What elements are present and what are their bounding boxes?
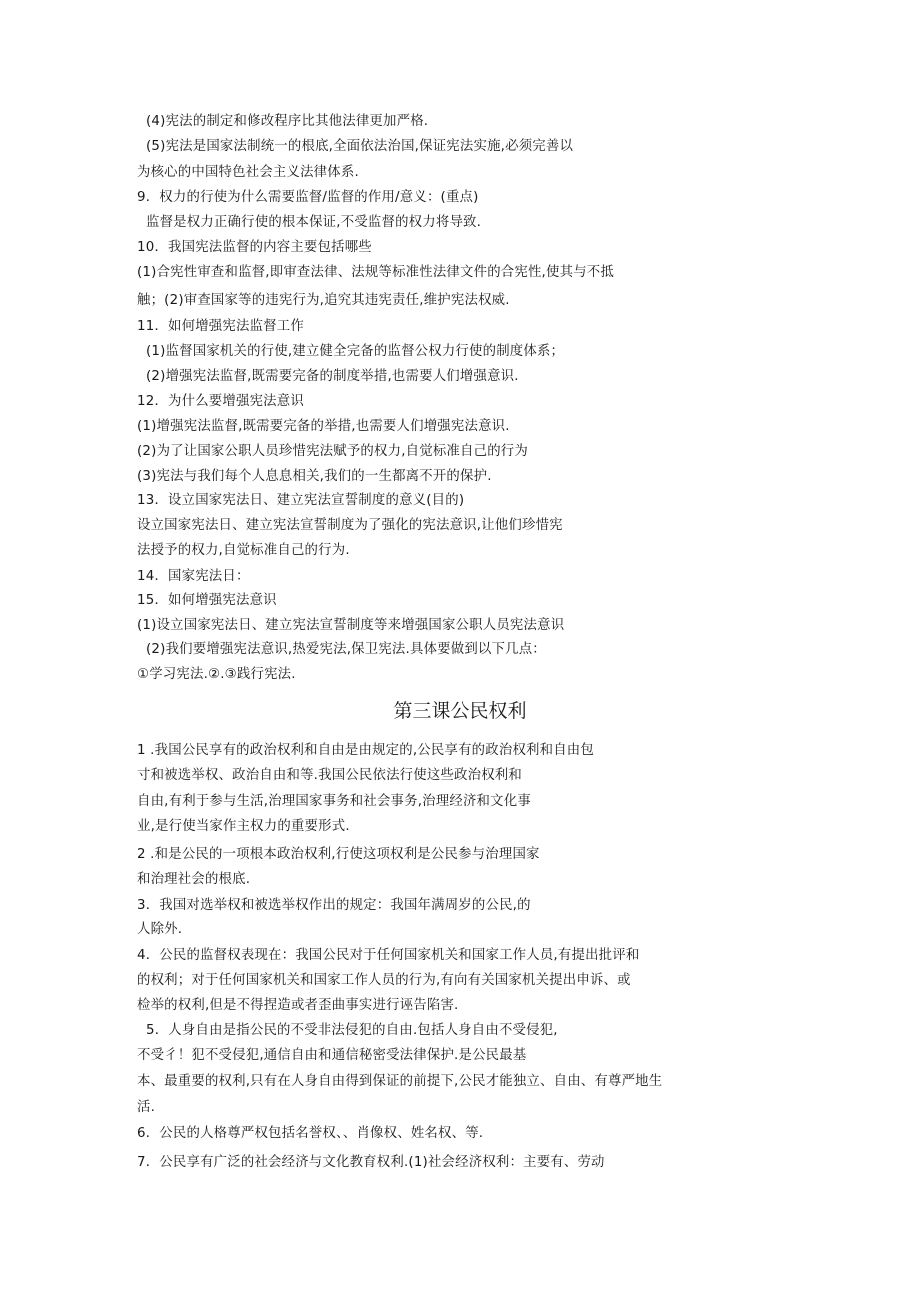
text-line: (3)宪法与我们每个人息息相关,我们的一生都离不开的保护. (137, 469, 492, 484)
text-line: 监督是权力正确行使的根本保证,不受监督的权力将导致. (146, 215, 482, 230)
question-heading: 9．权力的行使为什么需要监督/监督的作用/意义：(重点) (137, 190, 479, 205)
text-line: ①学习宪法.②.③践行宪法. (137, 667, 296, 682)
text-line: (1)设立国家宪法日、建立宪法宣誓制度等来增强国家公职人员宪法意识 (137, 618, 565, 633)
question-heading: 13．设立国家宪法日、建立宪法宣誓制度的意义(目的) (137, 493, 465, 508)
text-line: 设立国家宪法日、建立宪法宣誓制度为了强化的宪法意识,让他们珍惜宪 (137, 518, 563, 533)
text-line: (5)宪法是国家法制统一的根底,全面依法治国,保证宪法实施,必须完善以 (146, 139, 574, 154)
lesson-title: 第三课公民权利 (393, 700, 527, 722)
text-line: (1)增强宪法监督,既需要完备的举措,也需要人们增强宪法意识. (137, 419, 510, 434)
text-line: 本、最重要的权利,只有在人身自由得到保证的前提下,公民才能独立、自由、有尊严地生 (137, 1074, 663, 1089)
question-heading: 12．为什么要增强宪法意识 (137, 394, 304, 409)
question-heading: 11．如何增强宪法监督工作 (137, 319, 304, 334)
text-line: 的权利；对于任何国家机关和国家工作人员的行为,有向有关国家机关提出申诉、或 (137, 973, 631, 988)
text-line: (2)增强宪法监督,既需要完备的制度举措,也需要人们增强意识. (146, 369, 519, 384)
text-line: 寸和被选举权、政治自由和等.我国公民依法行使这些政治权利和 (137, 768, 522, 783)
text-line: 人除外. (137, 922, 183, 937)
text-line: (1)合宪性审查和监督,即审查法律、法规等标准性法律文件的合宪性,使其与不抵 (137, 265, 614, 280)
text-line: 3．我国对选举权和被选举权作出的规定：我国年满周岁的公民,的 (137, 898, 531, 913)
text-line: (2)为了让国家公职人员珍惜宪法赋予的权力,自觉标准自己的行为 (137, 444, 528, 459)
question-heading: 15．如何增强宪法意识 (137, 593, 277, 608)
text-line: 自由,有利于参与生活,治理国家事务和社会事务,治理经济和文化事 (137, 794, 531, 809)
text-line: 2 .和是公民的一项根本政治权利,行使这项权利是公民参与治理国家 (137, 847, 540, 862)
question-heading: 10．我国宪法监督的内容主要包括哪些 (137, 240, 372, 255)
text-line: 5．人身自由是指公民的不受非法侵犯的自由.包括人身自由不受侵犯, (146, 1023, 558, 1038)
text-line: 检举的权利,但是不得捏造或者歪曲事实进行诬告陷害. (137, 998, 459, 1013)
text-line: (4)宪法的制定和修改程序比其他法律更加严格. (146, 114, 429, 129)
text-line: 不受彳！犯不受侵犯,通信自由和通信秘密受法律保护.是公民最基 (137, 1048, 527, 1063)
text-line: 触；(2)审查国家等的违宪行为,追究其违宪责任,维护宪法权威. (137, 293, 510, 308)
text-line: (2)我们要增强宪法意识,热爱宪法,保卫宪法.具体要做到以下几点： (146, 642, 546, 657)
text-line: 和治理社会的根底. (137, 872, 251, 887)
text-line: 为核心的中国特色社会主义法律体系. (137, 165, 359, 180)
text-line: 活. (137, 1100, 156, 1115)
text-line: 业,是行使当家作主权力的重要形式. (137, 819, 350, 834)
text-line: (1)监督国家机关的行使,建立健全完备的监督公权力行使的制度体系； (146, 344, 565, 359)
text-line: 法授予的权力,自觉标准自己的行为. (137, 543, 350, 558)
question-heading: 14．国家宪法日： (137, 569, 250, 584)
text-line: 4．公民的监督权表现在：我国公民对于任何国家机关和国家工作人员,有提出批评和 (137, 948, 640, 963)
text-line: 6．公民的人格尊严权包括名誉权、、肖像权、姓名权、等. (137, 1126, 484, 1141)
text-line: 7．公民享有广泛的社会经济与文化教育权利.(1)社会经济权利：主要有、劳动 (137, 1155, 605, 1170)
text-line: 1 .我国公民享有的政治权利和自由是由规定的,公民享有的政治权利和自由包 (137, 743, 594, 758)
